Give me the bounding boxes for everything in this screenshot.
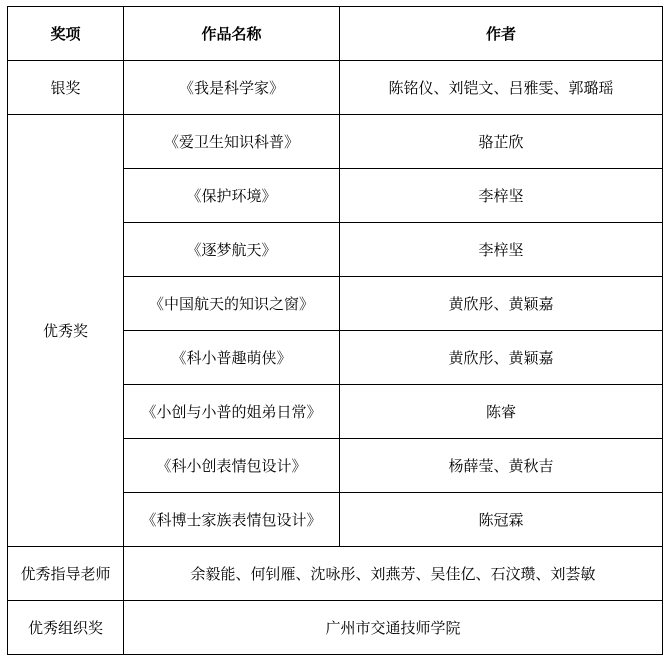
excellent-author: 黄欣彤、黄颖嘉: [340, 331, 663, 385]
excellent-author: 骆芷欣: [340, 115, 663, 169]
silver-work: 《我是科学家》: [124, 61, 340, 115]
silver-author: 陈铭仪、刘铠文、吕雅雯、郭璐瑶: [340, 61, 663, 115]
header-work-title: 作品名称: [124, 7, 340, 61]
awards-table: [7, 6, 663, 655]
excellent-work: 《科小创表情包设计》: [124, 439, 340, 493]
organization-award: 优秀组织奖: [8, 601, 124, 655]
excellent-work: 《保护环境》: [124, 169, 340, 223]
teachers-award: 优秀指导老师: [8, 547, 124, 601]
excellent-author: 陈冠霖: [340, 493, 663, 547]
excellent-work: 《科博士家族表情包设计》: [124, 493, 340, 547]
silver-row: [8, 61, 663, 115]
excellent-author: 黄欣彤、黄颖嘉: [340, 277, 663, 331]
teachers-names: 余毅能、何钊雁、沈咏彤、刘燕芳、吴佳亿、石汶瓒、刘荟敏: [124, 547, 663, 601]
teachers-row: [8, 547, 663, 601]
excellent-author: 陈睿: [340, 385, 663, 439]
excellent-work: 《爱卫生知识科普》: [124, 115, 340, 169]
excellent-work: 《小创与小普的姐弟日常》: [124, 385, 340, 439]
header-award: 奖项: [8, 7, 124, 61]
header-author: 作者: [340, 7, 663, 61]
excellent-work: 《中国航天的知识之窗》: [124, 277, 340, 331]
excellent-work: 《科小普趣萌侠》: [124, 331, 340, 385]
excellent-author: 李梓坚: [340, 223, 663, 277]
excellent-author: 杨薛莹、黄秋吉: [340, 439, 663, 493]
header-row: [8, 7, 663, 61]
excellent-award: 优秀奖: [8, 115, 124, 547]
excellent-work: 《逐梦航天》: [124, 223, 340, 277]
excellent-author: 李梓坚: [340, 169, 663, 223]
organization-row: [8, 601, 663, 655]
excellent-row: [8, 115, 663, 169]
silver-award: 银奖: [8, 61, 124, 115]
organization-name: 广州市交通技师学院: [124, 601, 663, 655]
